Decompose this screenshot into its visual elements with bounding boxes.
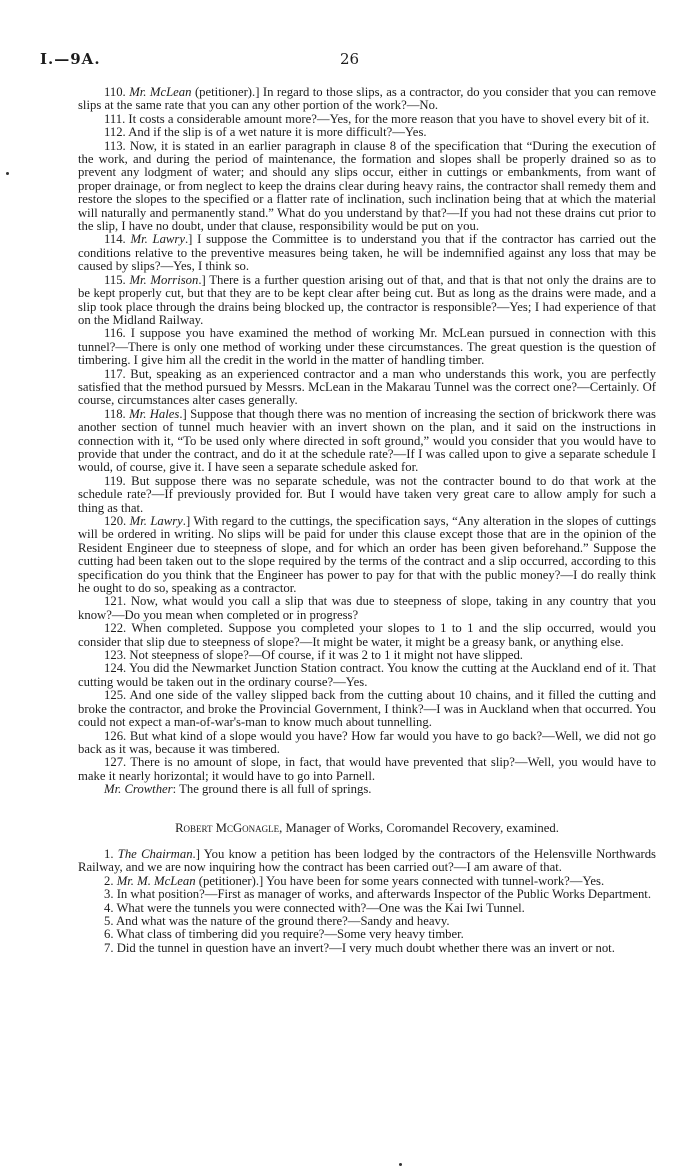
paragraph-text: 5. And what was the nature of the ground there?—Sandy and heavy. [104,913,450,928]
question-paragraph [78,902,656,915]
page-header [40,50,660,74]
question-paragraph [78,649,656,662]
question-number: 115. [104,272,130,287]
paragraph-text: 125. And one side of the valley slipped back from the cutting about 10 chains, and it filled the cutting and broke the contractor, and broke the Provincial Government, I think?—I was in Auckland when that occurred. You could not expect a man-of-war's-man to know much about tunnelling. [78,688,656,730]
question-paragraph [78,327,656,367]
question-paragraph [78,662,656,689]
question-paragraph [78,875,656,888]
speaker-name: Mr. Morrison [129,272,199,287]
question-paragraph [78,848,656,875]
question-paragraph [78,888,656,901]
question-paragraph [78,368,656,408]
paragraph-text: You know a petition has been lodged by the contractors of the Helensville Northwards Railway, and we are now inquiring how the contract has been carried out?—I am aware of that. [78,846,656,875]
question-paragraph [78,595,656,622]
paragraph-text: 122. When completed. Suppose you completed your slopes to 1 to 1 and the slip occurred, would you consider that slip due to steepness of slope?—It might be water, it might be a greasy bank, or anything else. [78,621,656,649]
speaker-name: The Chairman [117,846,193,861]
footer-mark [399,1163,402,1166]
speaker-name: Mr. Crowther [104,782,173,797]
question-paragraph [78,515,656,595]
witness-description: , Manager of Works, Coromandel Recovery, examined. [279,820,559,835]
paragraph-text: The ground there is all full of springs. [179,782,372,797]
question-number: 1. [104,846,118,861]
paragraph-text: In regard to those slips, as a contractor, do you consider that you can remove slips at the same rate that you can any other portion of the work?—No. [78,85,656,113]
speaker-name: Mr. M. McLean [116,873,196,888]
paragraph-text: 124. You did the Newmarket Junction Station contract. You know the cutting at the Auckland end of it. That cutting would be taken out in the ordinary course?—Yes. [78,661,656,689]
margin-mark [6,172,9,175]
question-paragraph [78,756,656,783]
question-paragraph [78,233,656,273]
paragraph-text: 113. Now, it is stated in an earlier paragraph in clause 8 of the specification that “During the execution of the work, and during the period of maintenance, the formation and slopes shall be properly drained so as to prevent any lodgment of water; and should any slips occur, either in cuttings or embankments, from want of proper drainage, or from neglect to keep the drains clear during heavy rains, the contractor shall remedy them and restore the slopes to the specified or a flatter rate of inclination, such inclination being that at which the material will naturally and permanently stand.” What do you understand by that?—If you had not these drains cut prior to the slip, I have no doubt, under that clause, responsibility would be put on you. [78,138,656,234]
question-paragraph [78,915,656,928]
speaker-suffix: (petitioner).] [195,873,266,888]
speaker-name: Mr. Lawry [129,514,183,528]
paragraph-text: 126. But what kind of a slope would you have? How far would you have to go back?—Well, we did not go back as it was, because it was timbered. [78,728,656,756]
evidence-part-two [78,848,656,955]
page-number: 26 [340,50,360,68]
question-paragraph [78,126,656,139]
question-paragraph [78,408,656,475]
speaker-suffix: .] [184,232,198,247]
question-paragraph [78,783,656,796]
speaker-name: Mr. McLean [129,85,192,99]
witness-name: Robert McGonagle [175,820,280,835]
paragraph-text: There is a further question arising out of that, and that is that not only the drains are to be kept properly cut, but that they are to be kept clear after being cut. But as long as the drains were made, and a slip took place through the drains being blocked up, the contractor is responsible?—Yes; I had experience of that on the Midland Railway. [78,272,656,327]
speaker-name: Mr. Hales [129,406,180,421]
question-paragraph [78,928,656,941]
paragraph-text: 123. Not steepness of slope?—Of course, if it was 2 to 1 it might not have slipped. [104,648,523,663]
question-number: 114. [104,232,131,247]
question-paragraph [78,942,656,955]
paragraph-text: 121. Now, what would you call a slip that was due to steepness of slope, taking in any country that you know?—Do you mean when completed or in progress? [78,594,656,622]
paragraph-text: 111. It costs a considerable amount more?—Yes, for the more reason that you have to shovel every bit of it. [104,111,650,126]
paragraph-text: I suppose the Committee is to understand you that if the contractor has carried out the conditions relative to the preventive measures being taken, he will be indemnified against any loss that may be caused by slips?—Yes, I think so. [78,232,657,274]
paragraph-text: 116. I suppose you have examined the method of working Mr. McLean pursued in connection with this tunnel?—There is only one method of working under these circumstances. The great question is the question of timbering. I give him all the credit in the world in the matter of handling timber. [78,326,656,368]
evidence-part-one [78,86,656,797]
paragraph-text: 117. But, speaking as an experienced contractor and a man who understands this work, you are perfectly satisfied that the method pursued by Messrs. McLean in the Makarau Tunnel was the correct one?—Certainly. Of course, circumstances alter cases generally. [78,366,656,408]
question-number: 118. [104,406,130,421]
section-heading [78,797,656,848]
paragraph-text: 112. And if the slip is of a wet nature it is more difficult?—Yes. [104,125,427,140]
speaker-suffix: .] [192,846,204,861]
question-paragraph [78,622,656,649]
report-reference: I.—9A. [40,50,101,68]
question-paragraph [78,140,656,234]
evidence-text [78,86,656,955]
paragraph-text: 119. But suppose there was no separate schedule, was not the contracter bound to do that work at the schedule rate?—If previously provided for. But I would have taken very great care to allow amply for such a thing as that. [78,473,656,515]
speaker-suffix: : [172,782,180,797]
question-number: 2. [104,873,117,888]
paragraph-text: 7. Did the tunnel in question have an invert?—I very much doubt whether there was an invert or not. [104,940,615,955]
question-paragraph [78,274,656,328]
speaker-suffix: .] [198,272,210,287]
paragraph-text: With regard to the cuttings, the specification says, “Any alteration in the slopes of cuttings will be ordered in writing. No slips will be paid for under this clause except those that are in the opinion of the Resident Engineer due to steepness of slope, and for which an order has been given beforehand.” Suppose the cutting had been taken out to the slope required by the terms of the contract and a slip occurred, according to this specification do you think that the Engineer has power to pay for that with the public money?—I do really think he ought to do so, speaking as a contractor. [78,514,657,596]
speaker-name: Mr. Lawry [130,232,185,247]
question-paragraph [78,730,656,757]
paragraph-text: 4. What were the tunnels you were connected with?—One was the Kai Iwi Tunnel. [104,900,525,915]
paragraph-text: You have been for some years connected with tunnel-work?—Yes. [265,873,605,888]
question-number: 120. [104,514,130,528]
question-paragraph [78,475,656,515]
question-paragraph [78,113,656,126]
paragraph-text: 3. In what position?—First as manager of works, and afterwards Inspector of the Public Works Department. [104,887,651,902]
paragraph-text: 6. What class of timbering did you require?—Some very heavy timber. [104,927,464,942]
speaker-suffix: (petitioner).] [191,85,263,99]
question-paragraph [78,689,656,729]
paragraph-text: Suppose that though there was no mention of increasing the section of brickwork there was another section of tunnel much heavier with an invert shown on the plan, and it said on the instructions in connection with it, “To be used only where directed in soft ground,” would you consider that you would have to provide that under the contract, and do it at the schedule rate?—If I was called upon to give a separate schedule I would, of course, give it. I have seen a separate schedule asked for. [78,406,656,475]
speaker-suffix: .] [179,406,191,421]
question-number: 110. [104,85,130,99]
paragraph-text: 127. There is no amount of slope, in fact, that would have prevented that slip?—Well, you would have to make it nearly horizontal; it would have to go into Parnell. [78,755,656,783]
speaker-suffix: .] [182,514,194,528]
question-paragraph [78,86,656,113]
